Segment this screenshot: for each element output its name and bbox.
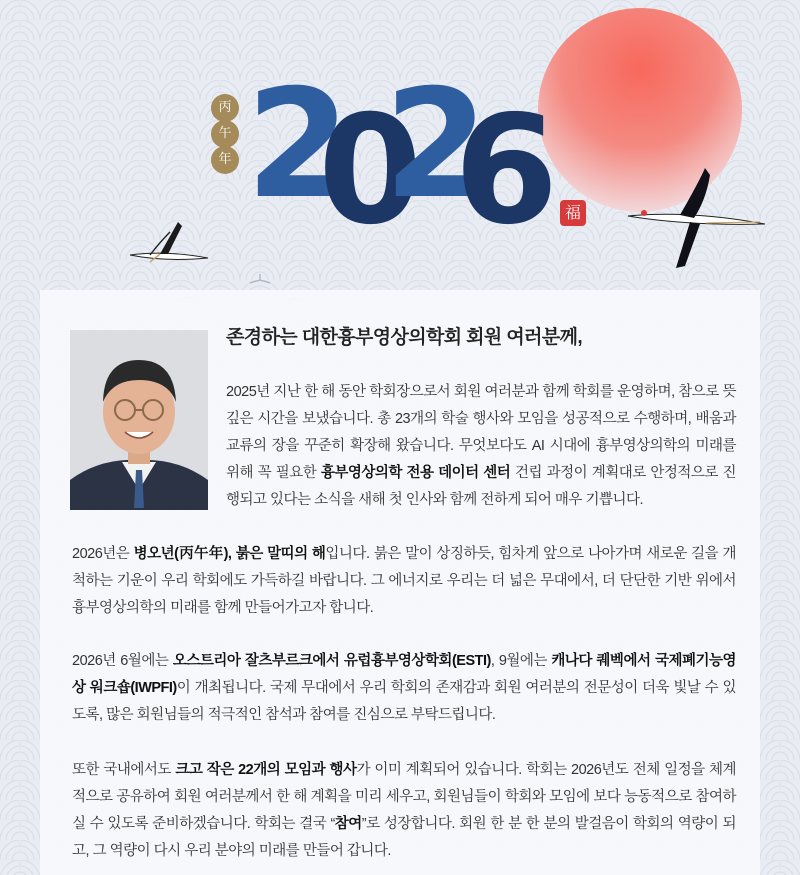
year-digit-1: 2 — [246, 58, 345, 232]
paragraph-new-year — [72, 541, 736, 622]
emphasis-text: 참여 — [334, 816, 362, 832]
body-text: 또한 국내에서도 — [72, 762, 176, 778]
body-text: 가 이미 계획되어 있습니다. 학회는 2026년도 전체 일정을 체계적으로 공유하여 회원 여러분께서 한 해 계획을 미리 세우고, 회원님들이 학회와 모임에 보다 능동적으로 참여하실 수 있도록 준비하겠습니다. 학회는 결국 “ — [72, 762, 736, 832]
red-sun — [538, 8, 742, 212]
year-digit-4: 6 — [454, 84, 553, 258]
badge-char-2: 午 — [211, 120, 239, 148]
badge-char-1: 丙 — [211, 94, 239, 122]
year-digit-2: 0 — [318, 84, 417, 258]
body-text: 2026년은 — [72, 546, 134, 562]
body-text: 이 개최됩니다. 국제 무대에서 우리 학회의 존재감과 회원 여러분의 전문성이 더욱 빛날 수 있도록, 많은 회원님들의 적극적인 참석과 참여를 진심으로 부탁드립니다. — [72, 680, 736, 723]
emphasis-text: 크고 작은 22개의 모임과 행사 — [175, 762, 357, 778]
body-text: 2026년 6월에는 — [72, 653, 173, 669]
body-text: , 9월에는 — [490, 653, 552, 669]
president-photo — [70, 330, 208, 510]
paragraph-international — [72, 648, 736, 729]
paragraph-intro — [226, 379, 736, 514]
body-text: ”로 성장합니다. 회원 한 분 한 분의 발걸음이 학회의 역량이 되고, 그 역량이 다시 우리 분야의 미래를 만들어 갑니다. — [72, 816, 736, 859]
body-text: 2025년 지난 한 해 동안 학회장으로서 회원 여러분과 함께 학회를 운영하며, 참으로 뜻 깊은 시간을 보냈습니다. 총 23개의 학술 행사와 모임을 성공적으로 수행하며, 배움과 교류의 장을 꾸준히 확장해 왔습니다. 무엇보다도 AI 시대에 흉부영상의학의 미래를 위해 꼭 필요한 — [226, 384, 736, 481]
badge-char-3: 年 — [211, 146, 239, 174]
year-digit-3: 2 — [384, 58, 483, 232]
greeting-title: 존경하는 대한흉부영상의학회 회원 여러분께, — [226, 327, 583, 348]
emphasis-text: 캐나다 퀘벡에서 국제폐기능영상 워크숍(IWPFI) — [72, 653, 736, 696]
paragraph-domestic — [72, 757, 736, 865]
body-text: 건립 과정이 계획대로 안정적으로 진행되고 있다는 소식을 새해 첫 인사와 함께 전하게 되어 매우 기쁩니다. — [226, 465, 736, 508]
emphasis-text: 오스트리아 잘츠부르크에서 유럽흉부영상학회(ESTI) — [172, 653, 491, 669]
emphasis-text: 흉부영상의학 전용 데이터 센터 — [320, 465, 511, 481]
fortune-seal: 福 — [560, 200, 586, 226]
emphasis-text: 병오년(丙午年), 붉은 말띠의 해 — [133, 546, 326, 562]
body-text: 입니다. 붉은 말이 상징하듯, 힘차게 앞으로 나아가며 새로운 길을 개척하는 기운이 우리 학회에도 가득하길 바랍니다. 그 에너지로 우리는 더 넓은 무대에서, 더 단단한 기반 위에서 흉부영상의학의 미래를 함께 만들어가고자 합니다. — [72, 546, 736, 616]
